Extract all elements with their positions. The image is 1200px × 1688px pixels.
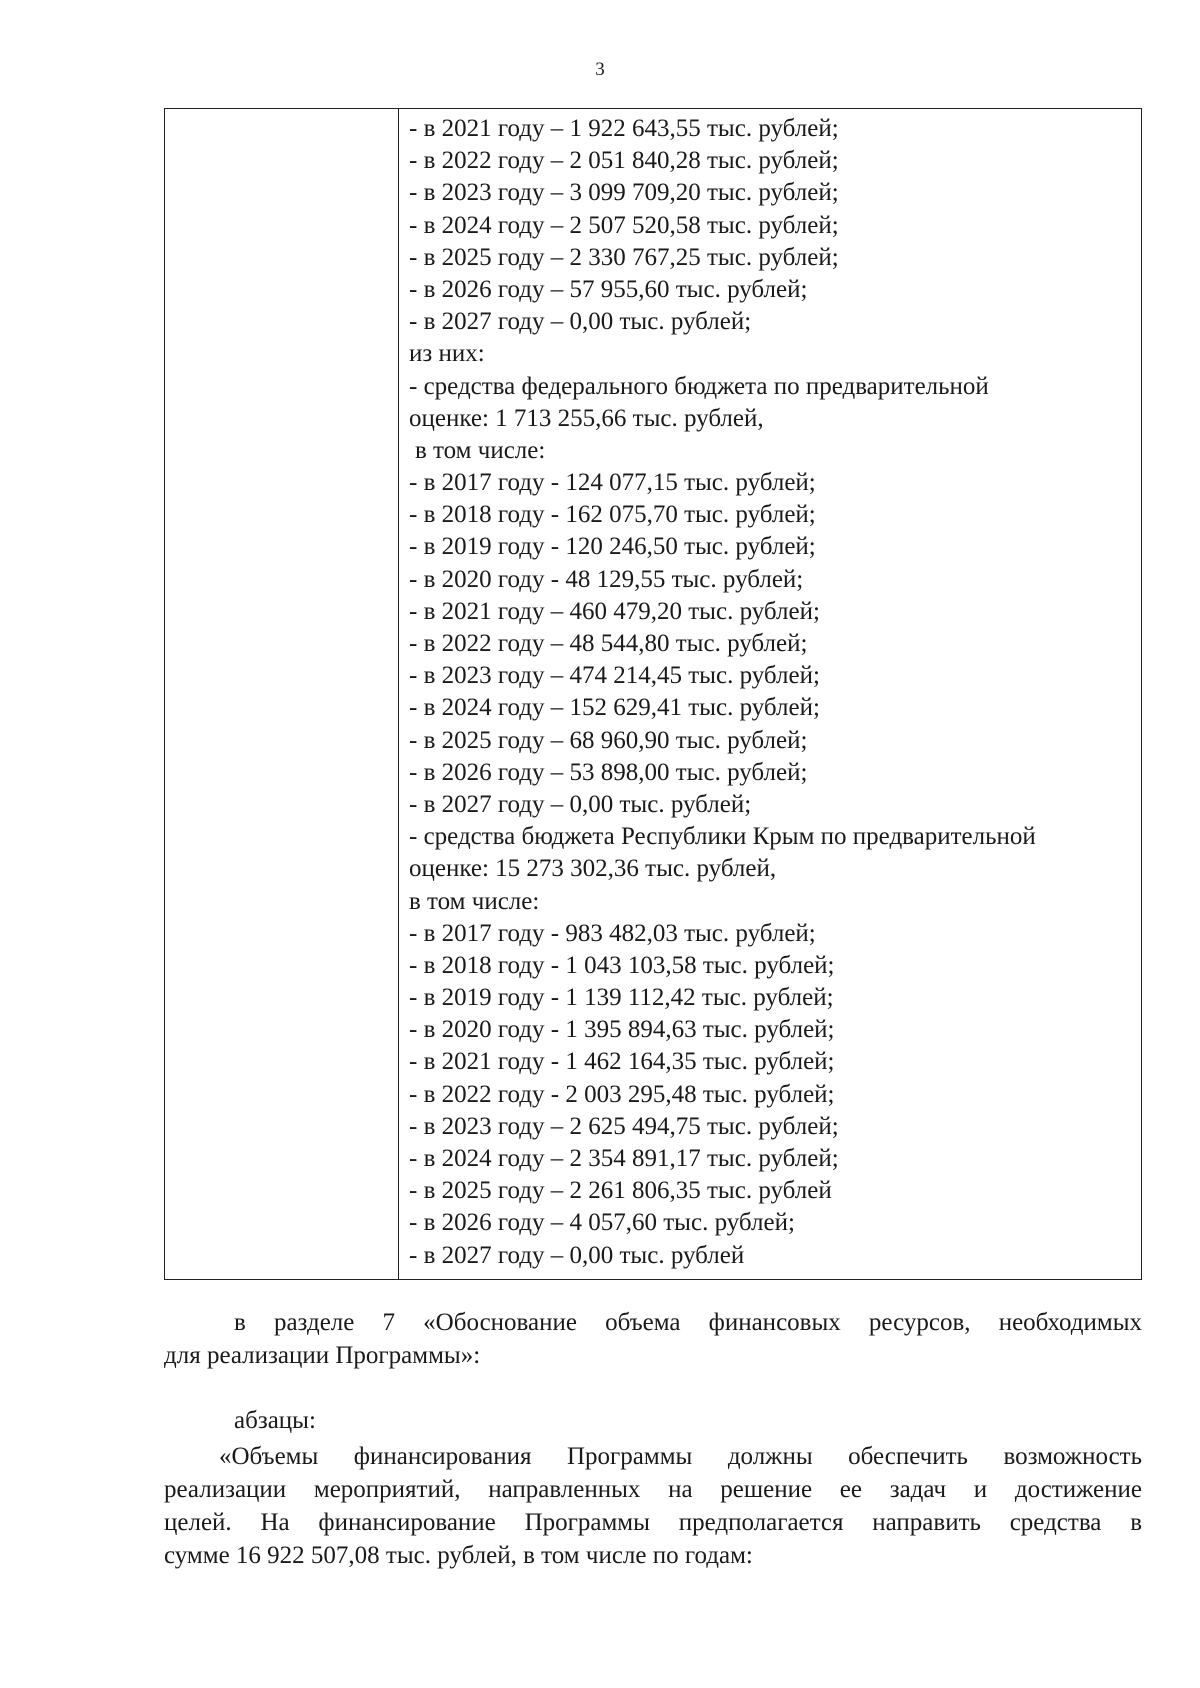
section-paragraph	[164, 1306, 1142, 1372]
table-line: - в 2018 году - 162 075,70 тыс. рублей;	[409, 501, 816, 529]
table-line: - в 2020 году - 1 395 894,63 тыс. рублей;	[409, 1016, 835, 1044]
table-line: - в 2023 году – 474 214,45 тыс. рублей;	[409, 662, 820, 690]
paragraphs-label-block	[164, 1404, 1142, 1437]
table-line: - в 2025 году – 2 330 767,25 тыс. рублей;	[409, 243, 839, 271]
table-line: - в 2021 году – 1 922 643,55 тыс. рублей;	[409, 115, 839, 142]
table-line: - в 2019 году - 120 246,50 тыс. рублей;	[409, 533, 816, 561]
section-paragraph-line: для реализации Программы»:	[164, 1342, 481, 1369]
table-line: - в 2023 году – 2 625 494,75 тыс. рублей;	[409, 1112, 839, 1140]
table-line: - средства бюджета Республики Крым по предварительной	[409, 823, 1036, 851]
table-line: - в 2017 году - 983 482,03 тыс. рублей;	[409, 919, 816, 947]
table-line: из них:	[409, 340, 485, 368]
table-line: - в 2024 году – 152 629,41 тыс. рублей;	[409, 694, 820, 722]
table-left-cell	[165, 109, 399, 1279]
table-line: оценке: 1 713 255,66 тыс. рублей,	[409, 404, 764, 432]
table-line: оценке: 15 273 302,36 тыс. рублей,	[409, 855, 777, 883]
quote-paragraph-line: реализации мероприятий, направленных на решение ее задач и достижение	[164, 1476, 1142, 1503]
page-number: 3	[595, 59, 605, 80]
table-line: - в 2026 году – 57 955,60 тыс. рублей;	[409, 275, 808, 303]
table-line: - в 2017 году - 124 077,15 тыс. рублей;	[409, 469, 816, 497]
table-line: - в 2022 году – 48 544,80 тыс. рублей;	[409, 630, 808, 657]
table-line: - в 2020 году - 48 129,55 тыс. рублей;	[409, 565, 804, 593]
table-line: - в 2026 году – 53 898,00 тыс. рублей;	[409, 758, 808, 786]
table-line: - в 2023 году – 3 099 709,20 тыс. рублей;	[409, 179, 839, 207]
table-right-cell	[399, 109, 1141, 1279]
table-line: - в 2021 году – 460 479,20 тыс. рублей;	[409, 597, 820, 625]
section-paragraph-line: в разделе 7 «Обоснование объема финансовых ресурсов, необходимых	[234, 1309, 1142, 1336]
table-line: - в 2021 году - 1 462 164,35 тыс. рублей;	[409, 1048, 835, 1076]
quote-paragraph-line: «Объемы финансирования Программы должны обеспечить возможность	[219, 1443, 1142, 1470]
budget-table	[164, 108, 1142, 1280]
table-line: - в 2024 году – 2 354 891,17 тыс. рублей;	[409, 1145, 839, 1172]
table-line: - в 2022 году - 2 003 295,48 тыс. рублей;	[409, 1080, 835, 1108]
table-line: - в 2027 году – 0,00 тыс. рублей;	[409, 308, 752, 336]
table-line: - в 2019 году - 1 139 112,42 тыс. рублей;	[409, 984, 834, 1012]
table-line: - в 2026 году – 4 057,60 тыс. рублей;	[409, 1209, 795, 1237]
table-line: - в 2025 году – 2 261 806,35 тыс. рублей	[409, 1177, 832, 1205]
table-line: - в 2022 году – 2 051 840,28 тыс. рублей;	[409, 147, 839, 175]
table-line: в том числе:	[415, 436, 546, 464]
quote-paragraph-line: целей. На финансирование Программы предполагается направить средства в	[164, 1509, 1142, 1536]
table-line: - в 2025 году – 68 960,90 тыс. рублей;	[409, 726, 808, 754]
quote-paragraph	[164, 1440, 1142, 1572]
table-line: - в 2018 году - 1 043 103,58 тыс. рублей;	[409, 951, 835, 979]
paragraphs-label: абзацы:	[234, 1407, 316, 1434]
table-line: - средства федерального бюджета по предварительной	[409, 372, 989, 400]
table-line: - в 2024 году – 2 507 520,58 тыс. рублей;	[409, 211, 839, 239]
quote-paragraph-line: сумме 16 922 507,08 тыс. рублей, в том числе по годам:	[164, 1542, 753, 1569]
table-line: в том числе:	[409, 887, 540, 915]
table-line: - в 2027 году – 0,00 тыс. рублей;	[409, 790, 752, 818]
table-line: - в 2027 году – 0,00 тыс. рублей	[409, 1241, 745, 1269]
